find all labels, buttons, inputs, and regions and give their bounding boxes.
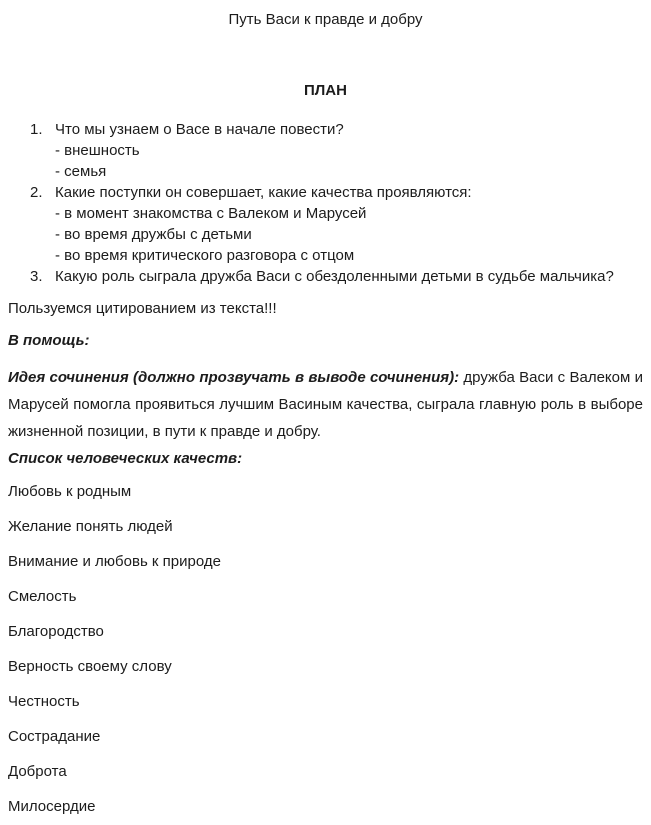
plan-item-number: 3.	[30, 268, 43, 285]
plan-item-text: Какие поступки он совершает, какие качества проявляются:	[55, 184, 472, 201]
qualities-heading: Список человеческих качеств:	[8, 450, 243, 467]
plan-item-number: 2.	[30, 184, 43, 201]
plan-item-2	[8, 182, 643, 203]
plan-list	[8, 101, 643, 287]
citation-note: Пользуемся цитированием из текста!!!	[8, 300, 277, 317]
plan-item-text: Что мы узнаем о Васе в начале повести?	[55, 121, 344, 138]
quality-item: Верность своему слову	[8, 658, 172, 675]
idea-text: дружба Васи с Валеком и Марусей помогла проявиться лучшим Васиным качества, сыграла главную роль в выборе жизненной позиции, в пути к правде и добру.	[8, 369, 643, 440]
quality-item: Честность	[8, 693, 80, 710]
quality-item: Желание понять людей	[8, 518, 173, 535]
plan-heading: ПЛАН	[304, 82, 347, 99]
quality-item: Доброта	[8, 763, 67, 780]
plan-item-1	[8, 119, 643, 140]
document-title: Путь Васи к правде и добру	[228, 11, 423, 28]
quality-item: Любовь к родным	[8, 483, 132, 500]
plan-subitem: - семья	[55, 163, 107, 180]
quality-item: Внимание и любовь к природе	[8, 553, 221, 570]
plan-item-number: 1.	[30, 121, 43, 138]
plan-item-3	[8, 266, 643, 287]
plan-subitem: - внешность	[55, 142, 140, 159]
help-heading: В помощь:	[8, 332, 90, 349]
quality-item: Благородство	[8, 623, 104, 640]
idea-lead: Идея сочинения (должно прозвучать в выводе сочинения):	[8, 369, 460, 386]
plan-item-text: Какую роль сыграла дружба Васи с обездоленными детьми в судьбе мальчика?	[55, 268, 614, 285]
plan-subitem: - во время критического разговора с отцом	[55, 247, 355, 264]
idea-paragraph	[8, 364, 643, 445]
quality-item: Смелость	[8, 588, 77, 605]
quality-item: Сострадание	[8, 728, 101, 745]
plan-subitem: - в момент знакомства с Валеком и Марусей	[55, 205, 367, 222]
plan-subitem: - во время дружбы с детьми	[55, 226, 252, 243]
quality-item: Милосердие	[8, 798, 96, 815]
